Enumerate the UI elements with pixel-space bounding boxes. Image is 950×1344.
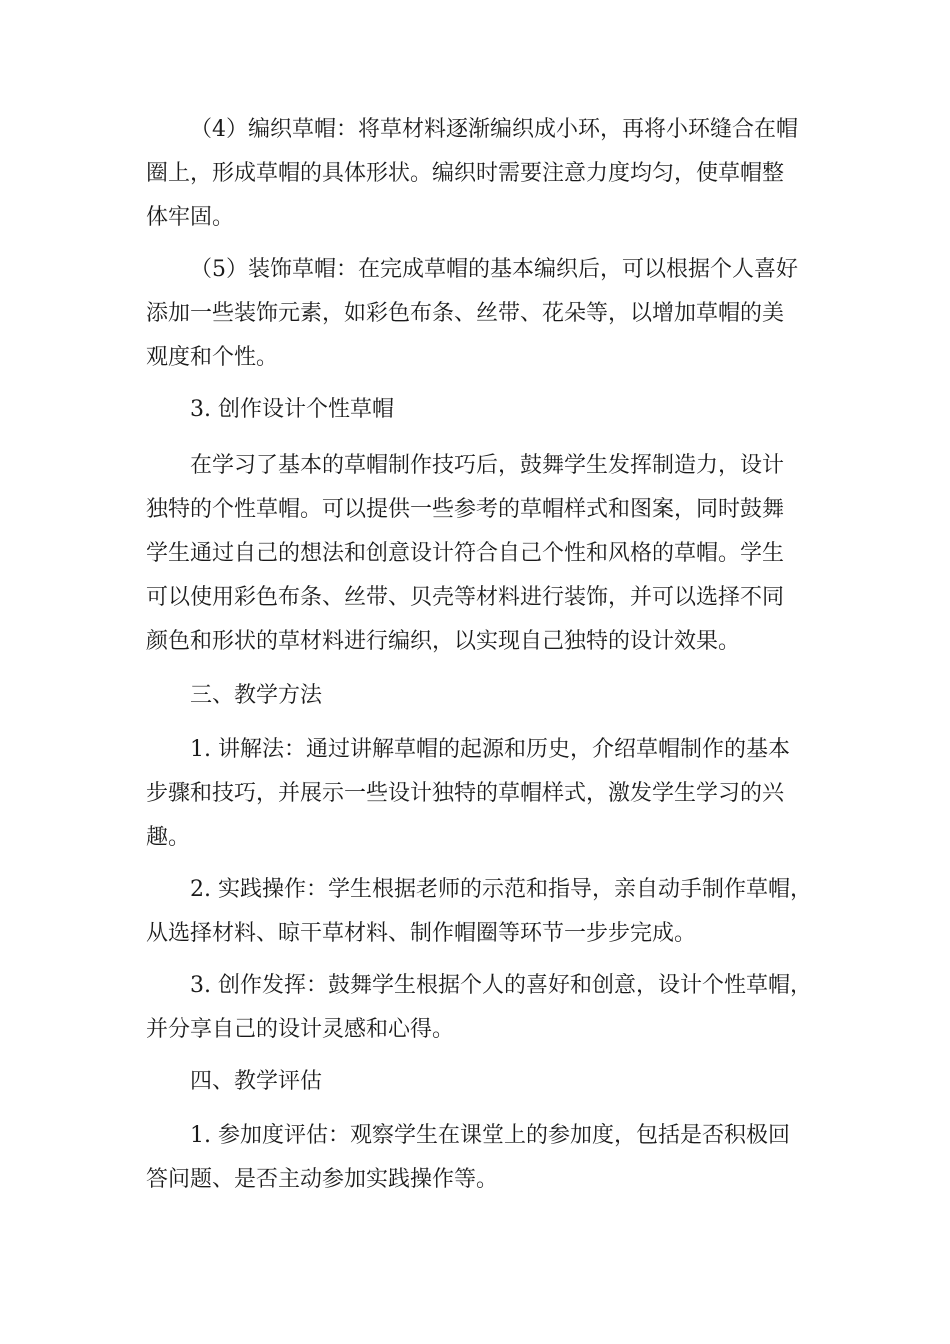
paragraph-eval-participation [146,1114,816,1202]
paragraph-weave-hat [146,108,816,240]
paragraph-method-lecture [146,728,816,860]
heading-teaching-evaluation [146,1060,816,1104]
text-line: 并分享自己的设计灵感和心得。 [146,1017,455,1042]
paragraph-design-hat [146,444,816,664]
text-line: 学生通过自己的想法和创意设计符合自己个性和风格的草帽。学生 [146,541,785,566]
text-line: 在学习了基本的草帽制作技巧后，鼓舞学生发挥制造力，设计 [190,453,785,478]
heading-design-hat [146,388,816,432]
text-line: （5）装饰草帽：在完成草帽的基本编织后，可以根据个人喜好 [190,257,798,282]
text-line: 3. 创作发挥：鼓舞学生根据个人的喜好和创意，设计个性草帽， [190,973,812,998]
text-line: （4）编织草帽：将草材料逐渐编织成小环，再将小环缝合在帽 [190,117,798,142]
text-line: 1. 参加度评估：观察学生在课堂上的参加度，包括是否积极回 [190,1123,790,1148]
text-line: 答问题、是否主动参加实践操作等。 [146,1167,499,1192]
text-line: 观度和个性。 [146,345,279,370]
paragraph-decorate-hat [146,248,816,380]
text-line: 3. 创作设计个性草帽 [190,397,394,422]
text-line: 独特的个性草帽。可以提供一些参考的草帽样式和图案，同时鼓舞 [146,497,785,522]
text-line: 从选择材料、晾干草材料、制作帽圈等环节一步步完成。 [146,921,697,946]
text-line: 四、教学评估 [190,1069,323,1094]
heading-teaching-methods [146,674,816,718]
text-line: 1. 讲解法：通过讲解草帽的起源和历史，介绍草帽制作的基本 [190,737,790,762]
text-line: 趣。 [146,825,191,850]
paragraph-method-practice [146,868,816,956]
text-line: 2. 实践操作：学生根据老师的示范和指导，亲自动手制作草帽， [190,877,812,902]
paragraph-method-creation [146,964,816,1052]
text-line: 三、教学方法 [190,683,323,708]
text-line: 添加一些装饰元素，如彩色布条、丝带、花朵等，以增加草帽的美 [146,301,785,326]
text-line: 可以使用彩色布条、丝带、贝壳等材料进行装饰，并可以选择不同 [146,585,785,610]
text-line: 体牢固。 [146,205,235,230]
text-line: 步骤和技巧，并展示一些设计独特的草帽样式，激发学生学习的兴 [146,781,785,806]
text-line: 圈上，形成草帽的具体形状。编织时需要注意力度均匀，使草帽整 [146,161,785,186]
text-line: 颜色和形状的草材料进行编织，以实现自己独特的设计效果。 [146,629,741,654]
